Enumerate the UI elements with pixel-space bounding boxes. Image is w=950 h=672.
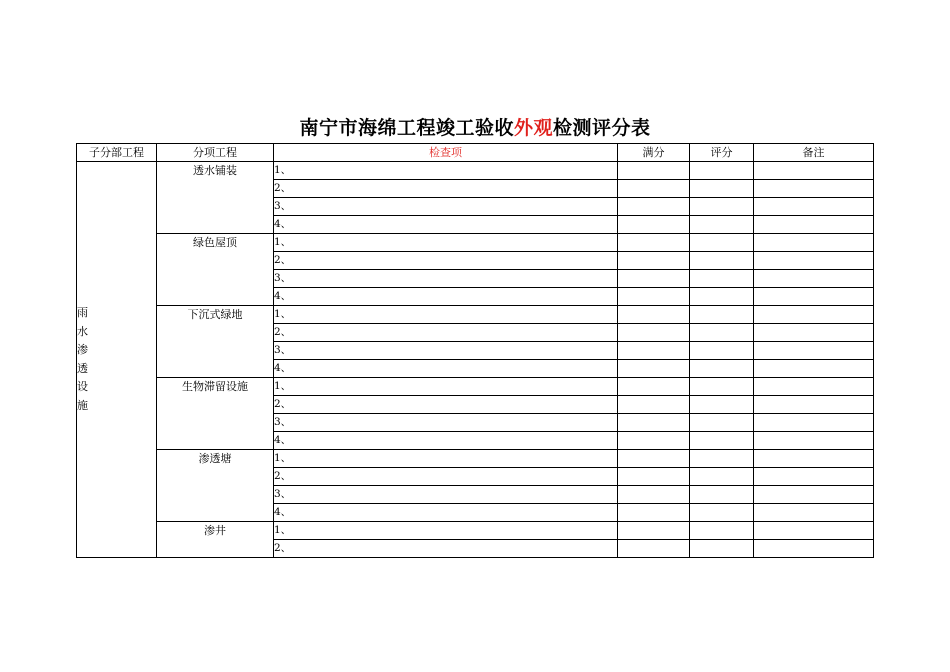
- check-item-cell: 4、: [274, 216, 618, 234]
- header-note: 备注: [754, 144, 874, 162]
- check-item-cell: 1、: [274, 162, 618, 180]
- score-cell[interactable]: [690, 288, 754, 306]
- full-score-cell[interactable]: [618, 360, 690, 378]
- full-score-cell[interactable]: [618, 432, 690, 450]
- note-cell[interactable]: [754, 522, 874, 540]
- note-cell[interactable]: [754, 270, 874, 288]
- full-score-cell[interactable]: [618, 252, 690, 270]
- check-item-cell: 3、: [274, 342, 618, 360]
- score-cell[interactable]: [690, 396, 754, 414]
- score-cell[interactable]: [690, 522, 754, 540]
- title-highlight: 外观: [513, 117, 553, 139]
- check-item-cell: 2、: [274, 180, 618, 198]
- full-score-cell[interactable]: [618, 288, 690, 306]
- table-row: [77, 306, 874, 324]
- title-part-1: 南宁市海绵工程竣工验收: [299, 117, 514, 139]
- table-row: [77, 522, 874, 540]
- score-cell[interactable]: [690, 306, 754, 324]
- score-cell[interactable]: [690, 486, 754, 504]
- header-row: [77, 144, 874, 162]
- note-cell[interactable]: [754, 450, 874, 468]
- sub-project-cell: 渗井: [157, 522, 274, 558]
- parent-project-cell: [77, 162, 157, 558]
- note-cell[interactable]: [754, 162, 874, 180]
- note-cell[interactable]: [754, 396, 874, 414]
- note-cell[interactable]: [754, 432, 874, 450]
- check-item-cell: 2、: [274, 252, 618, 270]
- check-item-cell: 3、: [274, 486, 618, 504]
- score-cell[interactable]: [690, 162, 754, 180]
- score-cell[interactable]: [690, 414, 754, 432]
- check-item-cell: 2、: [274, 540, 618, 558]
- parent-project-char: 雨: [77, 306, 88, 319]
- parent-project-char: 设: [77, 380, 88, 393]
- sub-project-cell: 生物滞留设施: [157, 378, 274, 450]
- score-cell[interactable]: [690, 360, 754, 378]
- full-score-cell[interactable]: [618, 342, 690, 360]
- table-row: [77, 234, 874, 252]
- header-sub: 分项工程: [157, 144, 274, 162]
- full-score-cell[interactable]: [618, 234, 690, 252]
- note-cell[interactable]: [754, 180, 874, 198]
- score-cell[interactable]: [690, 342, 754, 360]
- note-cell[interactable]: [754, 252, 874, 270]
- score-cell[interactable]: [690, 180, 754, 198]
- score-cell[interactable]: [690, 270, 754, 288]
- check-item-cell: 1、: [274, 522, 618, 540]
- header-full: 满分: [618, 144, 690, 162]
- note-cell[interactable]: [754, 378, 874, 396]
- check-item-cell: 2、: [274, 468, 618, 486]
- note-cell[interactable]: [754, 468, 874, 486]
- check-item-cell: 4、: [274, 360, 618, 378]
- note-cell[interactable]: [754, 288, 874, 306]
- note-cell[interactable]: [754, 306, 874, 324]
- header-score: 评分: [690, 144, 754, 162]
- score-cell[interactable]: [690, 540, 754, 558]
- full-score-cell[interactable]: [618, 522, 690, 540]
- full-score-cell[interactable]: [618, 486, 690, 504]
- note-cell[interactable]: [754, 486, 874, 504]
- parent-project-char: 渗: [77, 343, 88, 356]
- sub-project-cell: 绿色屋顶: [157, 234, 274, 306]
- parent-project-char: 施: [77, 398, 88, 412]
- check-item-cell: 1、: [274, 306, 618, 324]
- check-item-cell: 4、: [274, 432, 618, 450]
- sub-project-cell: 下沉式绿地: [157, 306, 274, 378]
- check-item-cell: 4、: [274, 288, 618, 306]
- full-score-cell[interactable]: [618, 216, 690, 234]
- full-score-cell[interactable]: [618, 378, 690, 396]
- score-cell[interactable]: [690, 198, 754, 216]
- title-part-2: 检测评分表: [553, 117, 651, 139]
- note-cell[interactable]: [754, 540, 874, 558]
- note-cell[interactable]: [754, 234, 874, 252]
- full-score-cell[interactable]: [618, 180, 690, 198]
- score-cell[interactable]: [690, 252, 754, 270]
- note-cell[interactable]: [754, 414, 874, 432]
- sub-project-cell: 渗透塘: [157, 450, 274, 522]
- full-score-cell[interactable]: [618, 540, 690, 558]
- check-item-cell: 1、: [274, 450, 618, 468]
- full-score-cell[interactable]: [618, 198, 690, 216]
- full-score-cell[interactable]: [618, 396, 690, 414]
- score-cell[interactable]: [690, 324, 754, 342]
- sub-project-cell: 透水铺装: [157, 162, 274, 234]
- table-row: [77, 378, 874, 396]
- table-row: [77, 450, 874, 468]
- score-cell[interactable]: [690, 234, 754, 252]
- score-table: [76, 143, 874, 558]
- parent-project-char: 水: [77, 324, 88, 338]
- check-item-cell: 2、: [274, 324, 618, 342]
- note-cell[interactable]: [754, 324, 874, 342]
- note-cell[interactable]: [754, 360, 874, 378]
- full-score-cell[interactable]: [618, 468, 690, 486]
- full-score-cell[interactable]: [618, 324, 690, 342]
- full-score-cell[interactable]: [618, 414, 690, 432]
- note-cell[interactable]: [754, 216, 874, 234]
- check-item-cell: 2、: [274, 396, 618, 414]
- parent-project-char: 透: [77, 361, 88, 375]
- score-cell[interactable]: [690, 504, 754, 522]
- full-score-cell[interactable]: [618, 306, 690, 324]
- header-parent: 子分部工程: [77, 144, 157, 162]
- score-cell[interactable]: [690, 432, 754, 450]
- full-score-cell[interactable]: [618, 504, 690, 522]
- note-cell[interactable]: [754, 198, 874, 216]
- document-title: [0, 113, 950, 140]
- check-item-cell: 3、: [274, 198, 618, 216]
- score-cell[interactable]: [690, 378, 754, 396]
- full-score-cell[interactable]: [618, 270, 690, 288]
- check-item-cell: 3、: [274, 414, 618, 432]
- check-item-cell: 4、: [274, 504, 618, 522]
- note-cell[interactable]: [754, 504, 874, 522]
- header-item: 检查项: [274, 144, 618, 162]
- check-item-cell: 3、: [274, 270, 618, 288]
- score-cell[interactable]: [690, 450, 754, 468]
- check-item-cell: 1、: [274, 378, 618, 396]
- full-score-cell[interactable]: [618, 162, 690, 180]
- table-body: [77, 162, 874, 558]
- score-cell[interactable]: [690, 468, 754, 486]
- score-cell[interactable]: [690, 216, 754, 234]
- full-score-cell[interactable]: [618, 450, 690, 468]
- check-item-cell: 1、: [274, 234, 618, 252]
- note-cell[interactable]: [754, 342, 874, 360]
- table-row: [77, 162, 874, 180]
